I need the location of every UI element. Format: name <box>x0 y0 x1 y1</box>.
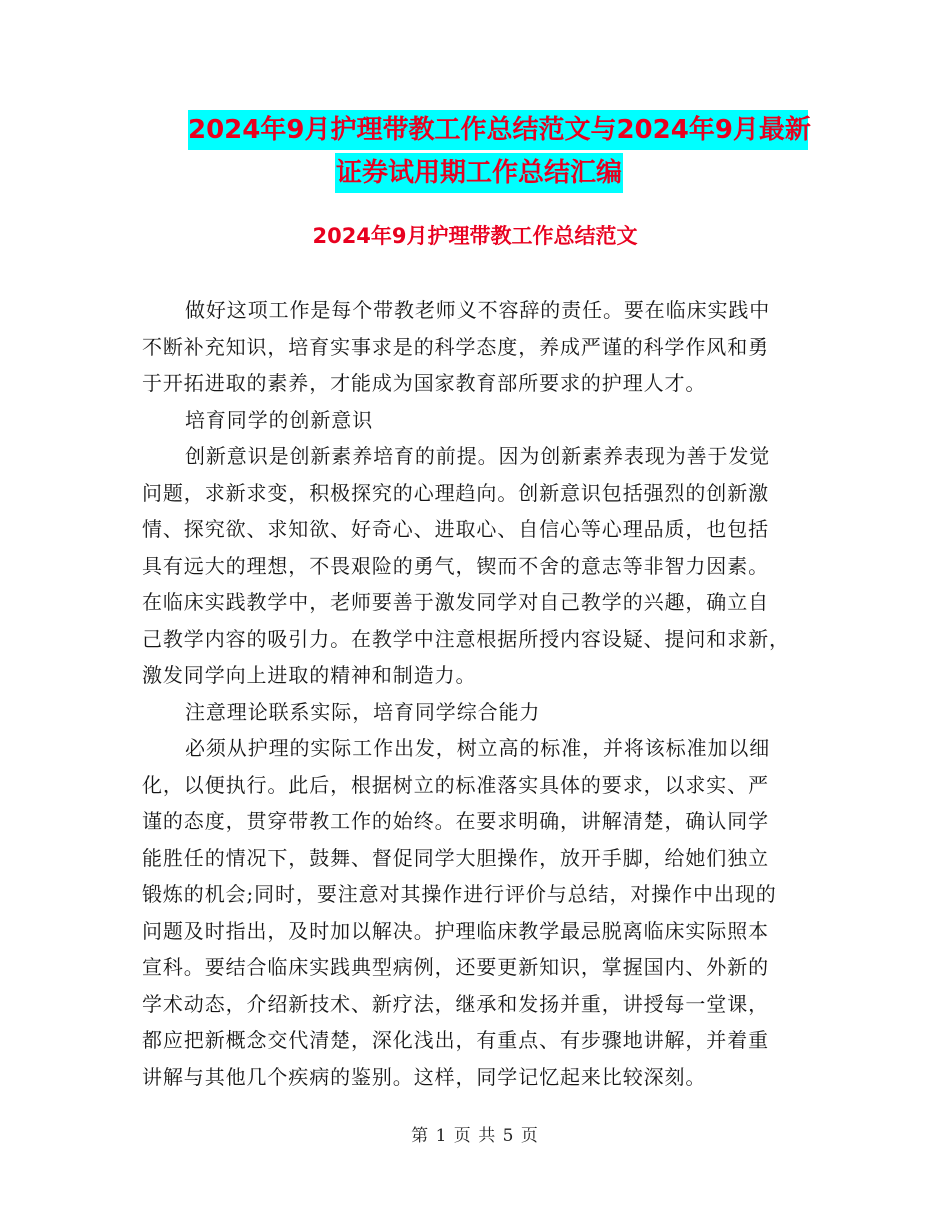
paragraph-line: 激发同学向上进取的精神和制造力。 <box>142 663 477 687</box>
subheading-line: 培育同学的创新意识 <box>185 407 374 432</box>
paragraph-line: 谨的态度，贯穿带教工作的始终。在要求明确，讲解清楚，确认同学 <box>142 809 769 833</box>
paragraph-line: 讲解与其他几个疾病的鉴别。这样，同学记忆起来比较深刻。 <box>142 1064 707 1089</box>
paragraph-line: 能胜任的情况下，鼓舞、督促同学大胆操作，放开手脚，给她们独立 <box>142 845 769 870</box>
paragraph-line: 锻炼的机会;同时，要注意对其操作进行评价与总结，对操作中出现的 <box>142 882 777 906</box>
document-title-line-1: 2024年9月护理带教工作总结范文与2024年9月最新 <box>188 110 808 150</box>
body-text <box>142 292 810 1095</box>
paragraph-line: 问题，求新求变，积极探究的心理趋向。创新意识包括强烈的创新激 <box>142 480 769 505</box>
paragraph-line: 学术动态，介绍新技术、新疗法，继承和发扬并重，讲授每一堂课， <box>142 991 769 1016</box>
document-title-line-2: 证券试用期工作总结汇编 <box>335 153 623 193</box>
paragraph-line: 不断补充知识，培育实事求是的科学态度，养成严谨的科学作风和勇 <box>142 334 769 359</box>
paragraph-line: 具有远大的理想，不畏艰险的勇气，锲而不舍的意志等非智力因素。 <box>142 553 769 578</box>
paragraph-line: 必须从护理的实际工作出发，树立高的标准，并将该标准加以细 <box>185 736 771 760</box>
paragraph-line: 都应把新概念交代清楚，深化浅出，有重点、有步骤地讲解，并着重 <box>142 1028 769 1052</box>
paragraph-line: 己教学内容的吸引力。在教学中注意根据所授内容设疑、提问和求新， <box>142 626 790 651</box>
page-footer: 第 1 页 共 5 页 <box>411 1126 539 1146</box>
subheading-line: 注意理论联系实际，培育同学综合能力 <box>185 699 541 724</box>
paragraph-line: 情、探究欲、求知欲、好奇心、进取心、自信心等心理品质，也包括 <box>142 517 769 541</box>
paragraph-line: 于开拓进取的素养，才能成为国家教育部所要求的护理人才。 <box>142 371 707 395</box>
paragraph-line: 做好这项工作是每个带教老师义不容辞的责任。要在临床实践中 <box>185 298 771 322</box>
paragraph-line: 问题及时指出，及时加以解决。护理临床教学最忌脱离临床实际照本 <box>142 918 769 943</box>
paragraph-line: 在临床实践教学中，老师要善于激发同学对自己教学的兴趣，确立自 <box>142 590 769 614</box>
section-title: 2024年9月护理带教工作总结范文 <box>312 224 638 248</box>
paragraph-line: 化，以便执行。此后，根据树立的标准落实具体的要求，以求实、严 <box>142 772 769 797</box>
paragraph-line: 创新意识是创新素养培育的前提。因为创新素养表现为善于发觉 <box>185 444 771 468</box>
paragraph-line: 宣科。要结合临床实践典型病例，还要更新知识，掌握国内、外新的 <box>142 955 769 979</box>
